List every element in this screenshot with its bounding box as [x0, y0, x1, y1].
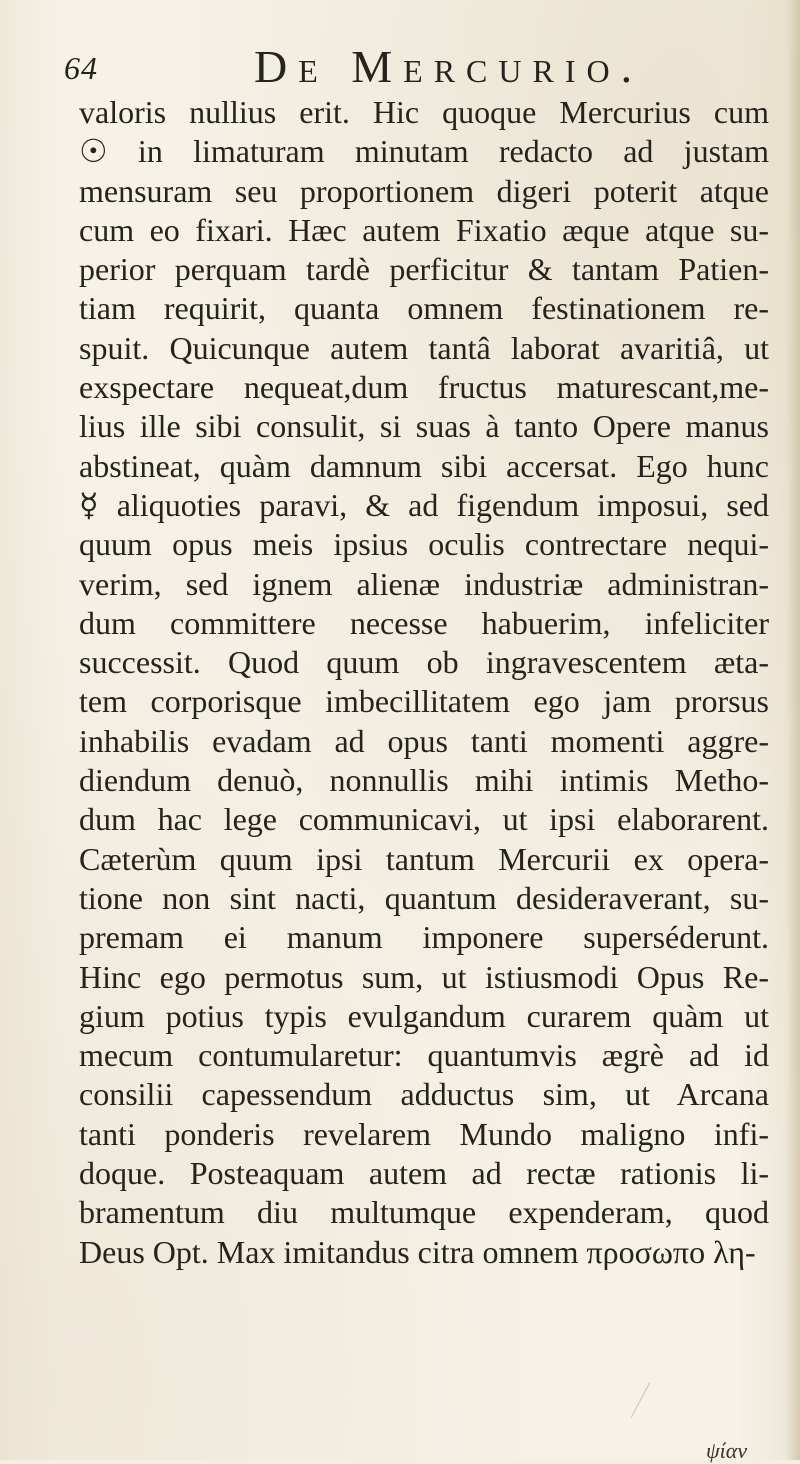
text-line: bramentum diu multumque expenderam, quod	[79, 1194, 769, 1231]
text-line: premam ei manum imponere superséderunt.	[79, 919, 769, 956]
text-line: ☉ in limaturam minutam redacto ad justam	[79, 133, 769, 170]
text-line: inhabilis evadam ad opus tanti momenti aggre-	[79, 722, 769, 759]
text-line: successit. Quod quum ob ingravescentem æta-	[79, 644, 769, 681]
text-line: spuit. Quicunque autem tantâ laborat avaritiâ, ut	[79, 329, 769, 366]
text-line: dum committere necesse habuerim, infeliciter	[79, 604, 769, 641]
text-line: Deus Opt. Max imitandus citra omnem πρoσωπo λη-	[79, 1233, 756, 1270]
page-number: 64	[64, 50, 98, 86]
running-title: De Mercurio.	[254, 41, 644, 92]
text-line: gium potius typis evulgandum curarem quàm ut	[79, 997, 769, 1034]
text-line: mecum contumularetur: quantumvis ægrè ad id	[79, 1037, 769, 1074]
text-line: abstineat, quàm damnum sibi accersat. Ego hunc	[79, 447, 769, 484]
pencil-mark	[631, 1382, 651, 1418]
text-line: diendum denuò, nonnullis mihi intimis Metho-	[79, 762, 769, 799]
text-line: lius ille sibi consulit, si suas à tanto Opere manus	[79, 408, 769, 445]
text-line: tiam requirit, quanta omnem festinationem re-	[79, 290, 769, 327]
text-line: Cæterùm quum ipsi tantum Mercurii ex opera-	[79, 840, 769, 877]
text-line: tanti ponderis revelarem Mundo maligno infi-	[79, 1115, 769, 1152]
catchword: ψίαν	[706, 1438, 748, 1463]
text-line: Hinc ego permotus sum, ut istiusmodi Opus Re-	[79, 958, 769, 995]
page-header	[64, 40, 754, 100]
text-line: tem corporisque imbecillitatem ego jam prorsus	[79, 683, 769, 720]
text-line: consilii capessendum adductus sim, ut Arcana	[79, 1076, 769, 1113]
body-text	[79, 93, 769, 1272]
text-line: exspectare nequeat,dum fructus maturescant,me-	[79, 369, 769, 406]
text-line: cum eo fixari. Hæc autem Fixatio æque atque su-	[79, 211, 769, 248]
text-line: tione non sint nacti, quantum desideraverant, su-	[79, 879, 769, 916]
text-line: mensuram seu proportionem digeri poterit atque	[79, 172, 769, 209]
text-line: quum opus meis ipsius oculis contrectare nequi-	[79, 526, 769, 563]
text-line: dum hac lege communicavi, ut ipsi elaborarent.	[79, 801, 769, 838]
text-line: perior perquam tardè perficitur & tantam Patien-	[79, 251, 769, 288]
text-line: verim, sed ignem alienæ industriæ administran-	[79, 565, 769, 602]
text-line: doque. Posteaquam autem ad rectæ rationis li-	[79, 1155, 769, 1192]
text-line: valoris nullius erit. Hic quoque Mercurius cum	[79, 94, 769, 130]
text-line: ☿ aliquoties paravi, & ad figendum imposui, sed	[79, 486, 769, 523]
page-edge-shadow	[786, 0, 800, 1460]
